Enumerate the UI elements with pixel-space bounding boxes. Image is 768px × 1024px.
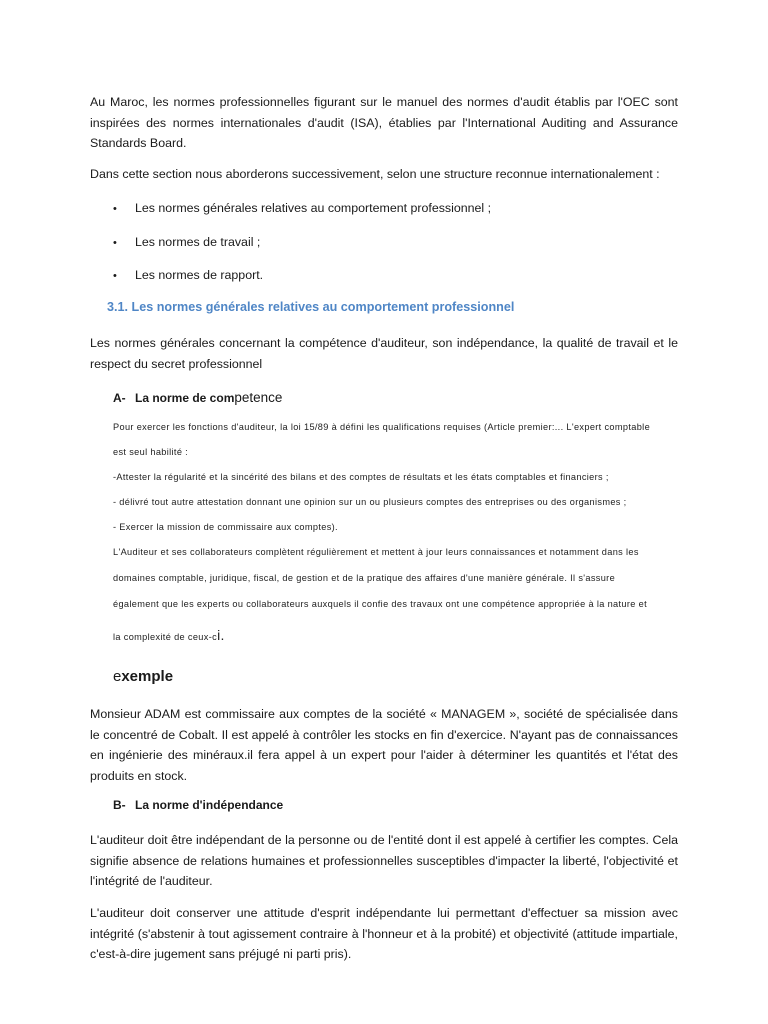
bullet-icon: • xyxy=(113,203,117,215)
list-item xyxy=(113,233,260,252)
competence-line: est seul habilité : xyxy=(113,447,189,457)
competence-line-last xyxy=(113,628,679,644)
bullet-icon: • xyxy=(113,237,117,249)
competence-line: - Exercer la mission de commissaire aux comptes). xyxy=(113,522,338,532)
competence-last-end: i. xyxy=(217,627,225,643)
bullet-icon: • xyxy=(113,270,117,282)
section-intro-paragraph: Dans cette section nous aborderons successivement, selon une structure reconnue internationalement : xyxy=(90,167,660,181)
exemple-heading-rest: xemple xyxy=(121,668,174,685)
competence-line: - délivré tout autre attestation donnant une opinion sur un ou plusieurs comptes des entreprises ou des organismes ; xyxy=(113,497,627,507)
heading-letter: A- xyxy=(113,391,126,405)
heading-title-rest: petence xyxy=(234,390,283,405)
section-heading-3-1: 3.1. Les normes générales relatives au comportement professionnel xyxy=(107,300,515,314)
list-item-text: Les normes générales relatives au comportement professionnel ; xyxy=(135,201,492,215)
independance-paragraph-1: L'auditeur doit être indépendant de la personne ou de l'entité dont il est appelé à certifier les comptes. Cela signifie absence de relations humaines et professionnelles susceptibles d'impacter la liberté, l'objectivité et l'intégrité de l'auditeur. xyxy=(90,833,678,888)
list-item-text: Les normes de rapport. xyxy=(135,268,264,282)
list-item xyxy=(113,266,263,285)
competence-line: également que les experts ou collaborateurs auxquels il confie des travaux ont une compétence appropriée à la nature et xyxy=(113,599,648,609)
intro-paragraph: Au Maroc, les normes professionnelles figurant sur le manuel des normes d'audit établis par l'OEC sont inspirées des normes internationales d'audit (ISA), établies par l'International Auditing and Assurance Standards Board. xyxy=(90,95,678,150)
list-item-text: Les normes de travail ; xyxy=(135,235,261,249)
exemple-heading xyxy=(113,668,173,685)
heading-title: La norme d'indépendance xyxy=(135,798,284,812)
competence-line: domaines comptable, juridique, fiscal, de gestion et de la pratique des affaires d'une manière générale. Il s'assure xyxy=(113,573,616,583)
independance-paragraph-2: L'auditeur doit conserver une attitude d'esprit indépendante lui permettant d'effectuer sa mission avec intégrité (s'abstenir à tout agissement contraire à l'honneur et à la probité) et objectivité (attitude impartiale, c'est-à-dire jugement sans préjugé ni parti pris). xyxy=(90,906,678,961)
competence-last-start: la complexité de ceux-c xyxy=(113,632,218,642)
norme-competence-heading xyxy=(113,390,282,405)
list-item xyxy=(113,199,491,218)
competence-line: Pour exercer les fonctions d'auditeur, la loi 15/89 à défini les qualifications requises (Article premier:... L'expert comptable xyxy=(113,422,651,432)
heading-letter: B- xyxy=(113,798,126,812)
section-3-1-paragraph: Les normes générales concernant la compétence d'auditeur, son indépendance, la qualité de travail et le respect du secret professionnel xyxy=(90,336,678,371)
exemple-heading-first: e xyxy=(113,668,122,685)
heading-title-bold: La norme de com xyxy=(135,391,235,405)
competence-line: L'Auditeur et ses collaborateurs complètent régulièrement et mettent à jour leurs connaissances et notamment dans les xyxy=(113,547,639,557)
norme-independance-heading xyxy=(113,798,283,812)
competence-line: -Attester la régularité et la sincérité des bilans et des comptes de résultats et les états comptables et financiers ; xyxy=(113,472,609,482)
exemple-paragraph: Monsieur ADAM est commissaire aux comptes de la société « MANAGEM », société de spécialisée dans le concentré de Cobalt. Il est appelé à contrôler les stocks en fin d'exercice. N'ayant pas de connaissances en ingénierie des minéraux.il fera appel à un expert pour l'aider à déterminer les quantités et l'état des produits en stock. xyxy=(90,707,678,783)
